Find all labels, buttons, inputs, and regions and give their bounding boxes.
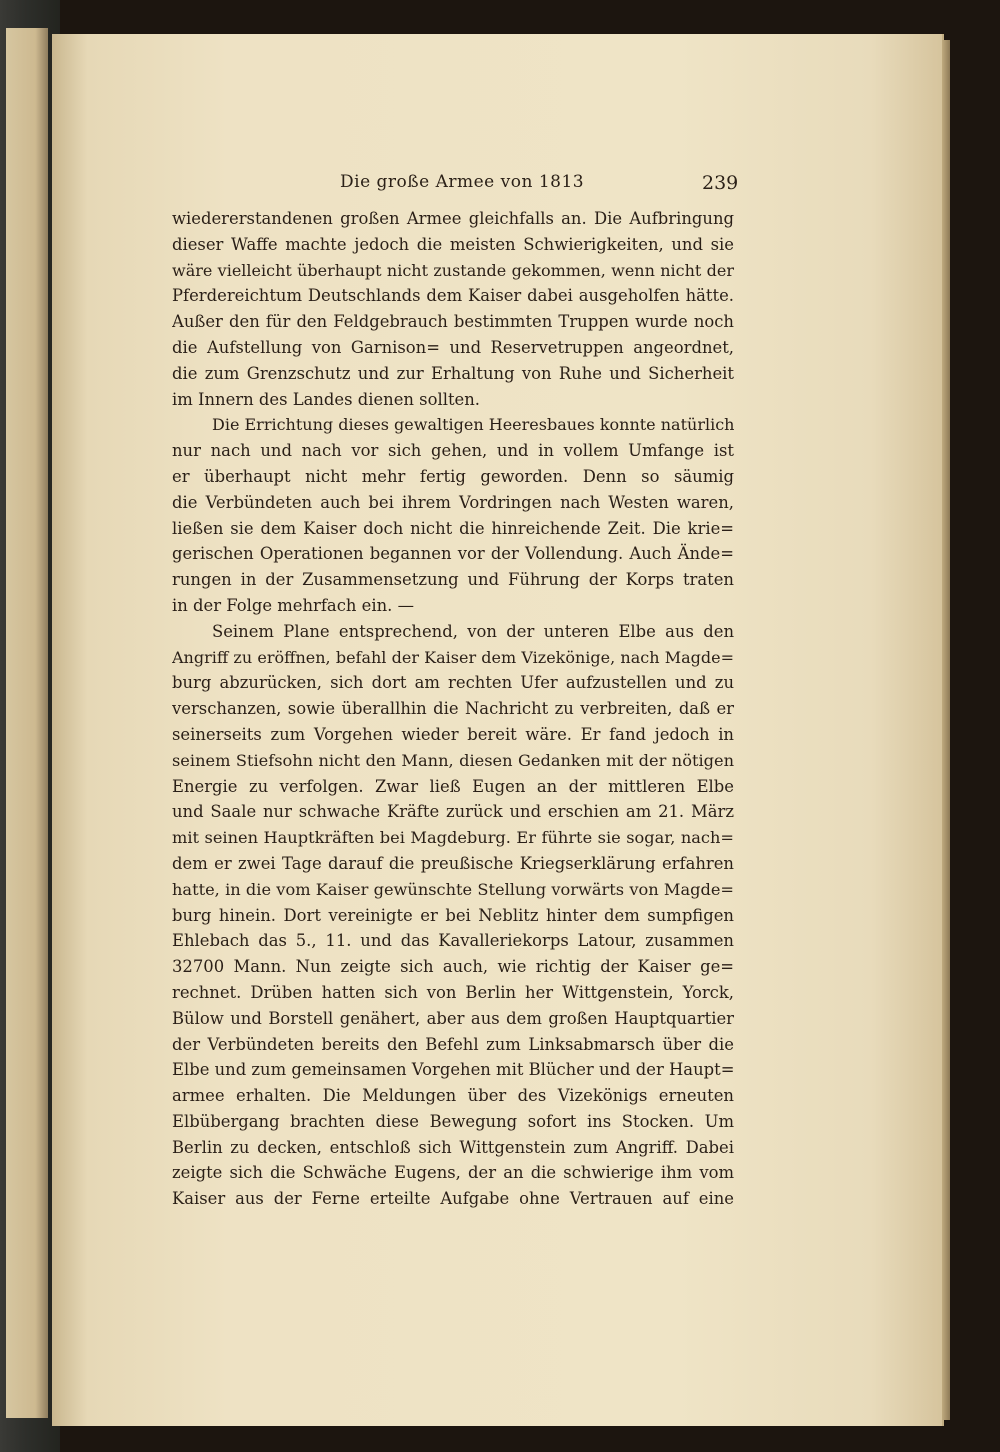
text-line: rechnet. Drüben hatten sich von Berlin her Wittgenstein, Yorck, (172, 982, 734, 1002)
text-line: wäre vielleicht überhaupt nicht zustande gekommen, wenn nicht der (172, 260, 734, 280)
text-line: nur nach und nach vor sich gehen, und in vollem Umfange ist (172, 441, 734, 461)
page-number: 239 (702, 172, 739, 194)
text-line: er überhaupt nicht mehr fertig geworden. Denn so säumig (172, 466, 734, 486)
body-text (172, 206, 734, 1212)
text-line: Berlin zu decken, entschloß sich Wittgenstein zum Angriff. Dabei (172, 1137, 734, 1157)
text-line: ließen sie dem Kaiser doch nicht die hinreichende Zeit. Die krie= (172, 518, 734, 538)
text-line: die zum Grenzschutz und zur Erhaltung von Ruhe und Sicherheit (172, 363, 734, 383)
text-line: und Saale nur schwache Kräfte zurück und erschien am 21. März (172, 802, 734, 822)
text-line: die Aufstellung von Garnison= und Reservetruppen angeordnet, (172, 337, 734, 357)
text-line: der Verbündeten bereits den Befehl zum Linksabmarsch über die (172, 1034, 734, 1054)
text-line: seinerseits zum Vorgehen wieder bereit wäre. Er fand jedoch in (172, 724, 734, 744)
left-page-edge (6, 28, 48, 1418)
text-line: gerischen Operationen begannen vor der Vollendung. Auch Ände= (172, 544, 734, 564)
text-line: rungen in der Zusammensetzung und Führung der Korps traten (172, 570, 734, 590)
text-line: dieser Waffe machte jedoch die meisten Schwierigkeiten, und sie (172, 234, 734, 254)
text-line: burg abzurücken, sich dort am rechten Ufer aufzustellen und zu (172, 673, 734, 693)
text-line: Außer den für den Feldgebrauch bestimmten Truppen wurde noch (172, 312, 734, 332)
text-line: Bülow und Borstell genähert, aber aus dem großen Hauptquartier (172, 1008, 734, 1028)
text-line: Elbe und zum gemeinsamen Vorgehen mit Blücher und der Haupt= (172, 1060, 734, 1080)
text-line: dem er zwei Tage darauf die preußische Kriegserklärung erfahren (172, 853, 734, 873)
text-line: Elbübergang brachten diese Bewegung sofort ins Stocken. Um (172, 1111, 734, 1131)
page-fore-edge (942, 40, 950, 1420)
text-line: Kaiser aus der Ferne erteilte Aufgabe ohne Vertrauen auf eine (172, 1189, 734, 1209)
text-line: verschanzen, sowie überallhin die Nachricht zu verbreiten, daß er (172, 699, 734, 719)
text-line: Die Errichtung dieses gewaltigen Heeresbaues konnte natürlich (212, 415, 734, 435)
running-head: Die große Armee von 1813 (340, 172, 585, 192)
text-line: Pferdereichtum Deutschlands dem Kaiser dabei ausgeholfen hätte. (172, 286, 734, 306)
text-line: armee erhalten. Die Meldungen über des Vizekönigs erneuten (172, 1086, 734, 1106)
text-line: Angriff zu eröffnen, befahl der Kaiser dem Vizekönige, nach Magde= (172, 647, 734, 667)
text-line: im Innern des Landes dienen sollten. (172, 389, 480, 409)
text-line: Energie zu verfolgen. Zwar ließ Eugen an der mittleren Elbe (172, 776, 734, 796)
text-line: mit seinen Hauptkräften bei Magdeburg. Er führte sie sogar, nach= (172, 828, 734, 848)
text-line: die Verbündeten auch bei ihrem Vordringen nach Westen waren, (172, 492, 734, 512)
text-line: hatte, in die vom Kaiser gewünschte Stellung vorwärts von Magde= (172, 879, 734, 899)
text-line: Seinem Plane entsprechend, von der unteren Elbe aus den (212, 621, 734, 641)
text-line: 32700 Mann. Nun zeigte sich auch, wie richtig der Kaiser ge= (172, 957, 734, 977)
text-line: in der Folge mehrfach ein. — (172, 595, 414, 615)
text-line: seinem Stiefsohn nicht den Mann, diesen Gedanken mit der nötigen (172, 750, 734, 770)
text-line: zeigte sich die Schwäche Eugens, der an die schwierige ihm vom (172, 1163, 734, 1183)
text-line: Ehlebach das 5., 11. und das Kavalleriekorps Latour, zusammen (172, 931, 734, 951)
text-line: wiedererstandenen großen Armee gleichfalls an. Die Aufbringung (172, 209, 734, 228)
text-line: burg hinein. Dort vereinigte er bei Neblitz hinter dem sumpfigen (172, 905, 734, 925)
